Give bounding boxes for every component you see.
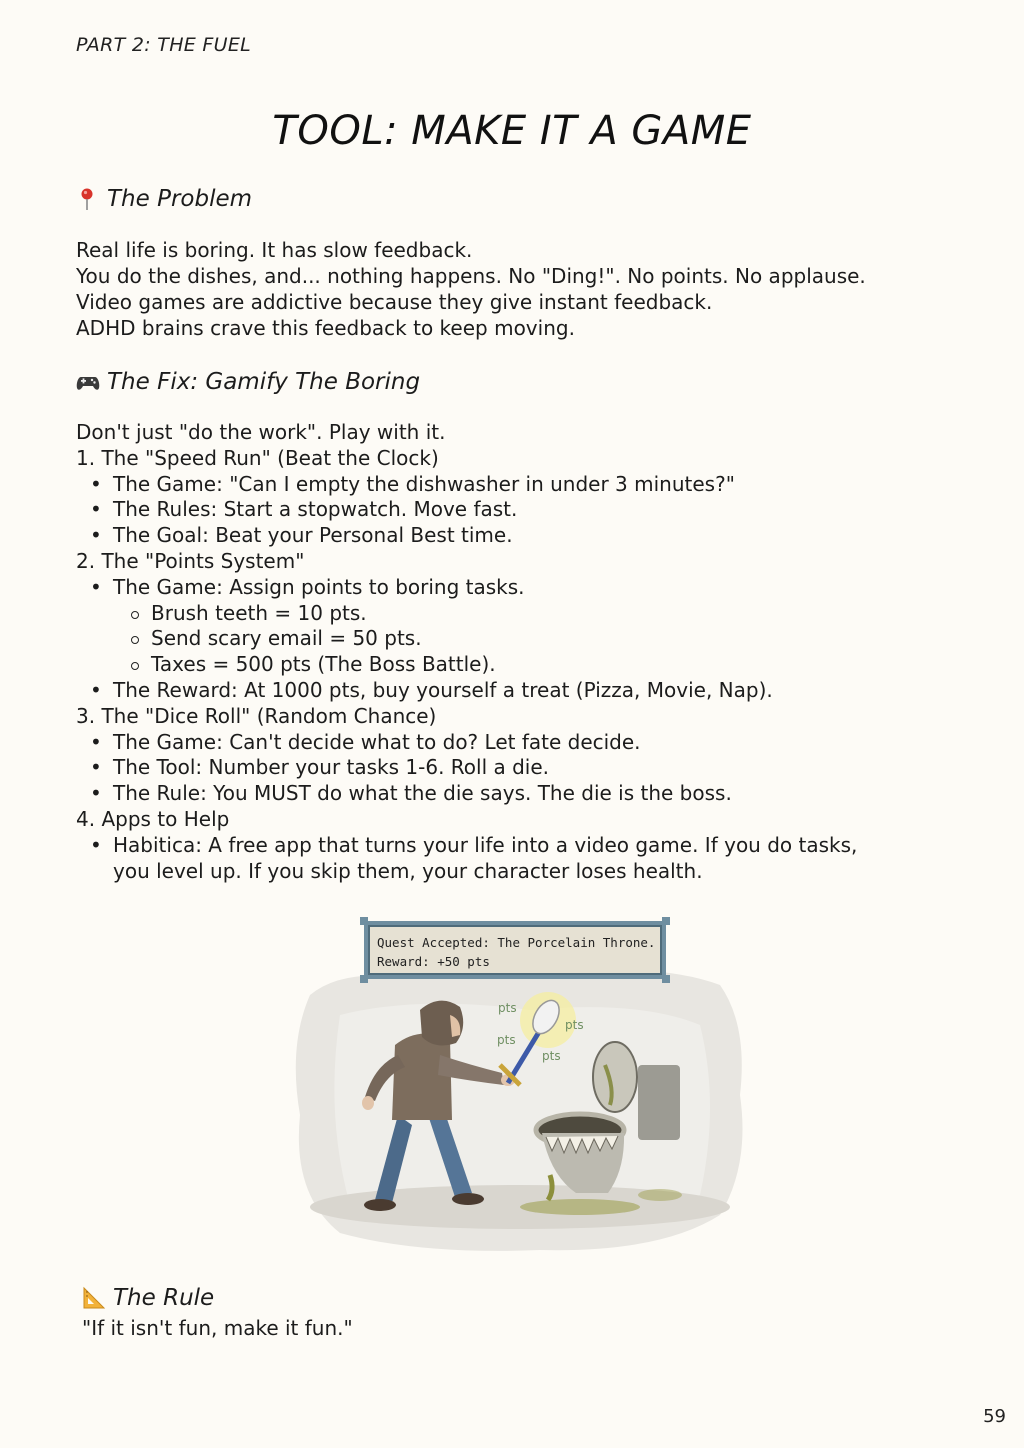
section-heading-label: The Fix: Gamify The Boring (107, 369, 421, 395)
intro-line: Don't just "do the work". Play with it. (76, 420, 446, 444)
numbered-item: 3. The "Dice Roll" (Random Chance) (76, 703, 437, 728)
problem-paragraph (76, 237, 966, 341)
pts-label: pts (542, 1049, 561, 1063)
pts-label: pts (497, 1033, 516, 1047)
text-line: ADHD brains crave this feedback to keep moving. (76, 316, 575, 340)
bullet-item: • The Rules: Start a stopwatch. Move fast. (76, 497, 976, 523)
text-line: You do the dishes, and... nothing happens. No "Ding!". No points. No applause. (76, 264, 866, 288)
section-heading-fix (76, 369, 420, 395)
page-title: TOOL: MAKE IT A GAME (272, 108, 752, 154)
rule-quote: "If it isn't fun, make it fun." (82, 1316, 353, 1340)
fix-list (76, 420, 976, 884)
section-heading-problem (76, 186, 252, 212)
pts-label: pts (565, 1018, 584, 1032)
bullet-item: • The Rule: You MUST do what the die says. The die is the boss. (76, 781, 976, 807)
section-heading-rule (82, 1285, 214, 1311)
text-line: Video games are addictive because they give instant feedback. (76, 290, 713, 314)
text-line: Real life is boring. It has slow feedback. (76, 238, 473, 262)
game-controller-icon (76, 370, 98, 394)
sub-bullet-item: Send scary email = 50 pts. (76, 626, 976, 652)
illustration-canvas (280, 915, 756, 1257)
page-number: 59 (983, 1406, 1006, 1427)
numbered-item: 2. The "Points System" (76, 548, 305, 573)
bullet-item: • Habitica: A free app that turns your life into a video game. If you do tasks, (76, 833, 976, 859)
section-heading-label: The Rule (113, 1285, 215, 1311)
running-head: PART 2: THE FUEL (76, 34, 252, 56)
banner-line-2: Reward: +50 pts (377, 954, 490, 969)
illustration-quest-toilet (280, 915, 756, 1257)
bullet-item: • The Game: Can't decide what to do? Let fate decide. (76, 730, 976, 756)
numbered-item: 1. The "Speed Run" (Beat the Clock) (76, 445, 439, 470)
banner-line-1: Quest Accepted: The Porcelain Throne. (377, 935, 656, 950)
bullet-item: • The Tool: Number your tasks 1-6. Roll a die. (76, 755, 976, 781)
bullet-item: • The Game: Assign points to boring tasks. (76, 575, 976, 601)
sub-bullet-item: Brush teeth = 10 pts. (76, 601, 976, 627)
bullet-item: • The Goal: Beat your Personal Best time. (76, 523, 976, 549)
bullet-item: • The Game: "Can I empty the dishwasher in under 3 minutes?" (76, 472, 976, 498)
bullet-continuation: you level up. If you skip them, your character loses health. (113, 858, 703, 883)
numbered-item: 4. Apps to Help (76, 806, 230, 831)
triangle-ruler-icon (82, 1286, 104, 1310)
bullet-item: • The Reward: At 1000 pts, buy yourself a treat (Pizza, Movie, Nap). (76, 678, 976, 704)
section-heading-label: The Problem (107, 186, 253, 212)
pts-label: pts (498, 1001, 517, 1015)
pin-icon (76, 187, 98, 211)
sub-bullet-item: Taxes = 500 pts (The Boss Battle). (76, 652, 976, 678)
quest-banner (360, 917, 670, 983)
